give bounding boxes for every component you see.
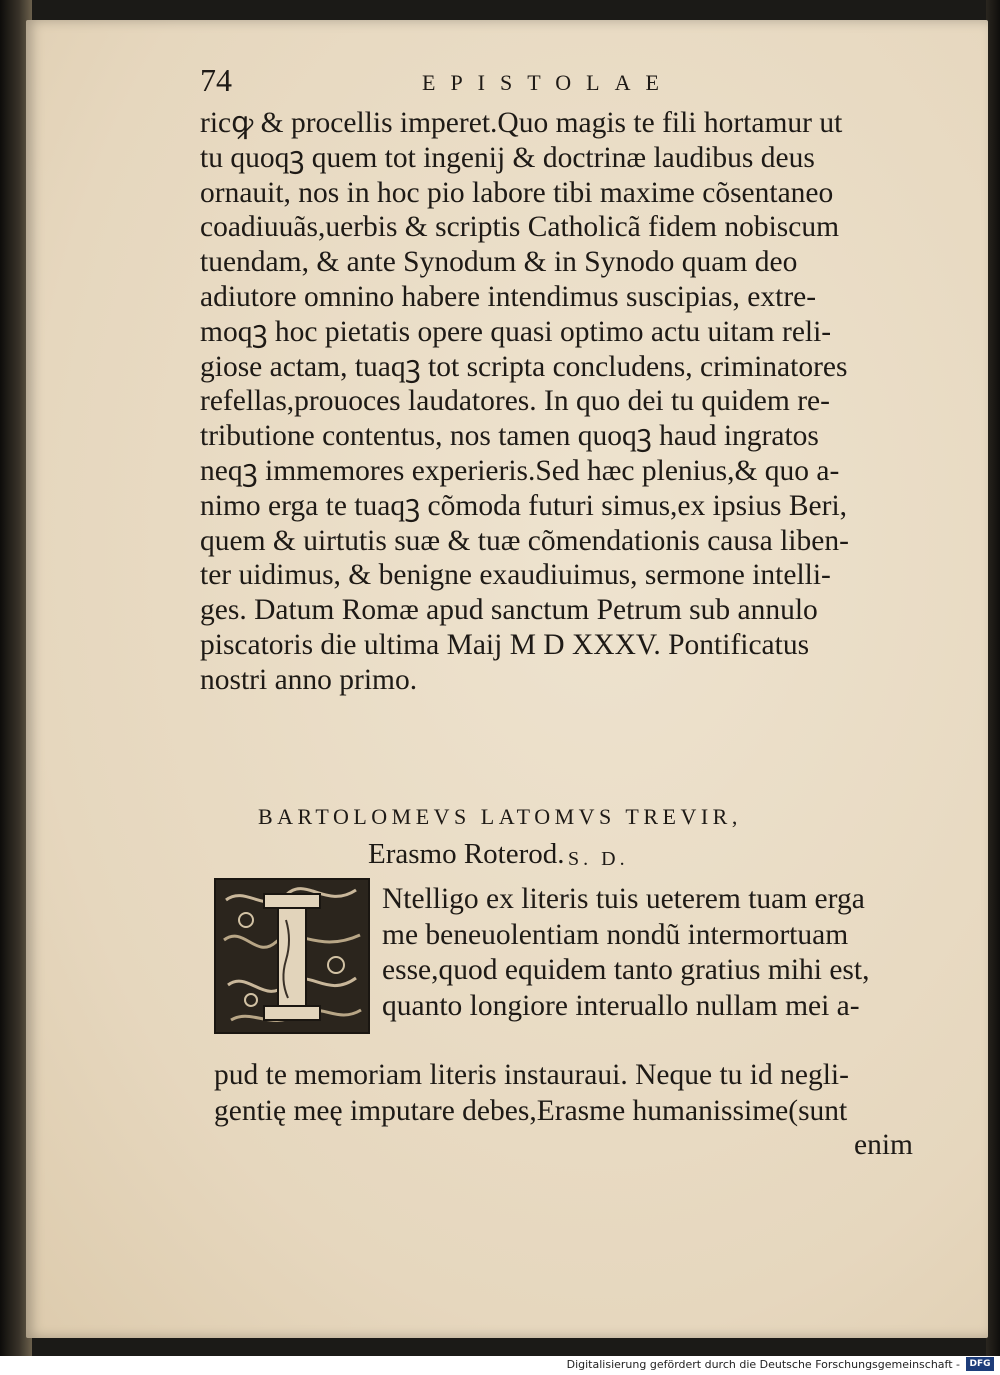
text-line: ges. Datum Romæ apud sanctum Petrum sub annulo <box>200 594 818 627</box>
text-line: gentię meę imputare debes,Erasme humanissime(sunt <box>214 1094 848 1127</box>
text-line: nostri anno primo. <box>200 663 418 696</box>
text-line: tuendam, & ante Synodum & in Synodo quam deo <box>200 246 798 279</box>
text-line: moqꝫ hoc pietatis opere quasi optimo actu uitam reli- <box>200 315 832 348</box>
letter-text <box>214 1058 849 1129</box>
dfg-logo: DFG <box>966 1357 994 1371</box>
text-line: tributione contentus, nos tamen quoqꝫ haud ingratos <box>200 420 819 453</box>
text-line: giose actam, tuaqꝫ tot scripta concludens, criminatores <box>200 350 848 383</box>
text-line: ricꝙ & procellis imperet.Quo magis te fili hortamur ut <box>200 107 843 139</box>
running-head: EPISTOLAE <box>422 70 674 95</box>
text-line: refellas,prouoces laudatores. In quo dei tu quidem re- <box>200 385 830 418</box>
text-line: neqꝫ immemores experieris.Sed hæc plenius,& quo a- <box>200 454 840 487</box>
letter-addressee: Erasmo Roterod. <box>368 838 565 870</box>
text-line: quem & uirtutis suæ & tuæ cõmendationis causa liben- <box>200 524 849 557</box>
body-text <box>200 106 849 698</box>
book-edge <box>986 0 1000 1356</box>
text-line: pud te memoriam literis instauraui. Neque tu id negli- <box>214 1059 849 1091</box>
text-line: ornauit, nos in hoc pio labore tibi maxime cõsentaneo <box>200 176 834 209</box>
letter-salutation: S. D. <box>568 848 629 870</box>
text-line: quanto longiore interuallo nullam mei a- <box>382 989 860 1022</box>
decorated-initial <box>214 878 370 1034</box>
text-line: me beneuolentiam nondũ intermortuam <box>382 918 849 951</box>
text-line: tu quoqꝫ quem tot ingenij & doctrinæ laudibus deus <box>200 141 815 174</box>
text-line: esse,quod equidem tanto gratius mihi est, <box>382 954 870 986</box>
footer-credit: Digitalisierung gefördert durch die Deutsche Forschungsgemeinschaft - <box>566 1358 960 1371</box>
text-line: coadiuuãs,uerbis & scriptis Catholicã fidem nobiscum <box>200 211 840 244</box>
page-number: 74 <box>200 62 232 98</box>
letter-text-indented <box>382 882 870 1024</box>
text-line: adiutore omnino habere intendimus suscipias, extre- <box>200 280 817 313</box>
catchword: enim <box>854 1129 913 1161</box>
ornament-icon <box>216 880 368 1032</box>
text-line: Ntelligo ex literis tuis ueterem tuam erga <box>382 883 865 915</box>
text-line: piscatoris die ultima Maij M D XXXV. Pontificatus <box>200 628 810 661</box>
letter-heading: BARTOLOMEVS LATOMVS TREVIR, <box>258 804 742 829</box>
text-line: ter uidimus, & benigne exaudiuimus, sermone intelli- <box>200 559 831 592</box>
text-line: nimo erga te tuaqꝫ cõmoda futuri simus,ex ipsius Beri, <box>200 489 848 522</box>
